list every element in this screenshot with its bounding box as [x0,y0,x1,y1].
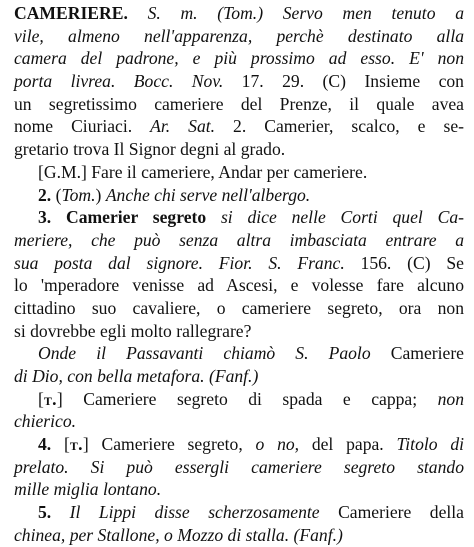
entry-text: Cameriere [370,343,464,364]
entry-text: S. m. (Tom.) Servo men tenuto a [127,3,464,23]
entry-text: 3. Camerier segreto [38,207,207,228]
entry-text: si dovrebbe egli molto rallegrare? [14,320,252,341]
entry-text: si dice nelle Corti quel Ca- [206,207,464,228]
entry-line [14,433,464,456]
entry-text: Anche chi serve nell'albergo. [105,184,311,205]
entry-text: [ [38,388,44,409]
entry-text: 156. (C) Se [344,252,464,273]
entry-text: sua posta dal signore. Fior. S. Franc. [14,252,345,273]
entry-text: 4. [38,434,52,455]
entry-text: Ar. Sat. [150,116,216,137]
entry-text: Cameriere della [319,502,464,523]
entry-text: un segretissimo cameriere del Prenze, il quale avea [14,93,464,114]
entry-text: Tom. [61,184,96,205]
entry-line [14,456,464,479]
entry-text: meriere, che può senza altra imbasciata entrare a [14,229,464,250]
entry-text: prelato. Si può essergli cameriere segreto stando [14,456,464,477]
dictionary-entry [14,2,464,547]
entry-line [14,252,464,275]
entry-text: t. [43,388,57,409]
entry-text: lo 'mperadore venisse ad Ascesi, e volesse fare alcuno [14,275,464,296]
entry-text: gretario trova Il Signor degni al grado. [14,139,286,160]
entry-text: 5. [38,502,52,523]
entry-text: mille miglia lontano. [14,479,162,500]
entry-text: o no, [255,434,300,455]
entry-text: cittadino suo cavaliere, o cameriere segreto, ora non [14,297,464,318]
entry-text: t. [69,434,83,455]
entry-text: nome Ciuriaci. [14,116,151,137]
entry-line [14,342,464,365]
entry-line [14,93,464,116]
entry-text: [G.M.] Fare il cameriere, Andar per cameriere. [38,161,368,182]
entry-line [14,206,464,229]
headword: CAMERIERE. [14,3,128,23]
entry-text: vile, almeno nell'apparenza, perchè destinato alla [14,25,464,46]
entry-text: ] Cameriere segreto, [82,434,256,455]
entry-line [14,274,464,297]
entry-text: Onde il Passavanti chiamò S. Paolo [38,343,371,364]
entry-line [14,161,464,184]
entry-line [14,478,464,501]
entry-line [14,320,464,343]
entry-text: del papa. [299,434,397,455]
entry-text: chierico. [14,411,77,432]
entry-line [14,229,464,252]
entry-text: chinea, per Stallone, o Mozzo di stalla. (Fanf.) [14,524,343,545]
entry-text: 2. Camerier, scalco, e se- [215,116,464,137]
entry-text: camera del padrone, e più prossimo ad esso. E' non [14,48,464,69]
entry-line [14,115,464,138]
entry-line [14,297,464,320]
entry-line [14,388,464,411]
entry-text: ( [51,184,62,205]
entry-line [14,524,464,547]
entry-line [14,501,464,524]
entry-text: 2. [38,184,52,205]
entry-line [14,70,464,93]
entry-line [14,47,464,70]
entry-line [14,410,464,433]
entry-text: di Dio, con bella metafora. (Fanf.) [14,366,259,386]
entry-text: 17. 29. (C) Insieme con [223,71,464,92]
entry-line [14,25,464,48]
entry-text: [ [51,434,70,455]
entry-line [14,365,464,388]
entry-text: Titolo di [396,434,465,455]
entry-line [14,184,464,207]
entry-text: ) [95,184,106,205]
entry-text: Il Lippi disse scherzosamente [51,502,320,523]
entry-line [14,138,464,161]
entry-text: non [437,388,464,409]
entry-text: ] Cameriere segreto di spada e cappa; [56,388,438,409]
entry-line [14,2,464,25]
entry-text: porta livrea. Bocc. Nov. [14,71,224,92]
